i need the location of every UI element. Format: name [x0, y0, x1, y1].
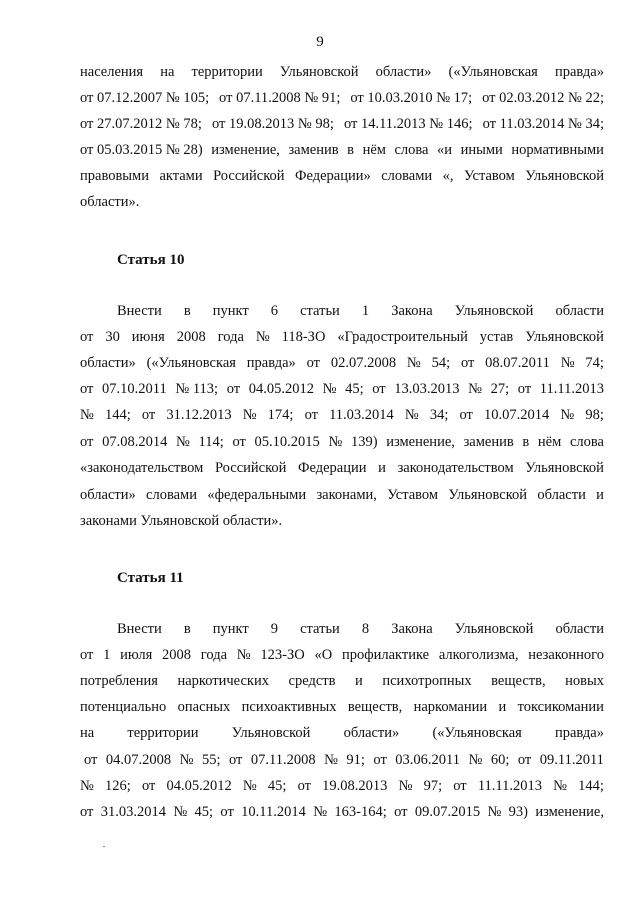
word: от — [84, 752, 98, 768]
word: № — [236, 647, 251, 663]
word: 54; — [431, 355, 451, 371]
word: № — [468, 381, 482, 397]
word: 31.12.2013 — [166, 407, 232, 423]
word: № — [80, 778, 94, 794]
word: 123-ЗО — [260, 647, 305, 663]
text-line — [80, 432, 604, 452]
text-line — [80, 485, 604, 505]
word: Внести — [117, 303, 162, 319]
word: слова — [569, 434, 604, 450]
word: и — [498, 699, 507, 715]
word: Ульяновской — [448, 487, 528, 503]
word: 02.07.2008 — [330, 355, 397, 371]
word: Ульяновской — [279, 64, 359, 80]
word: и — [378, 460, 386, 476]
word: № — [468, 752, 483, 768]
word: на — [160, 64, 175, 80]
word: от 05.03.2015 № 28) — [80, 142, 203, 158]
word: правда» — [246, 355, 296, 371]
text-line — [80, 458, 604, 478]
word: правовыми — [80, 168, 149, 184]
word: «законодательством — [80, 460, 204, 476]
word: психотропных — [382, 673, 472, 689]
word: изменение, — [535, 804, 604, 820]
word: потребления — [80, 673, 158, 689]
word: от 19.08.2013 № 98; — [211, 116, 334, 132]
word: словами — [146, 487, 197, 503]
text-line — [117, 301, 604, 321]
word: от — [80, 329, 94, 345]
word: области — [555, 621, 604, 637]
word: от — [304, 407, 318, 423]
word: 11.11.2013 — [539, 381, 604, 397]
word: от 27.07.2012 № 78; — [80, 116, 202, 132]
word: № — [560, 355, 575, 371]
word: от — [80, 804, 94, 820]
word: опасных — [177, 699, 231, 715]
text-line — [80, 140, 604, 160]
word: средств — [288, 673, 336, 689]
word: 07.11.2008 — [250, 752, 316, 768]
word: июля — [120, 647, 153, 663]
word: 97; — [423, 778, 443, 794]
word: законодательством — [397, 460, 514, 476]
word: территории — [127, 725, 199, 741]
word: № — [322, 381, 337, 397]
word: № — [242, 778, 257, 794]
word: веществ, — [347, 699, 403, 715]
word: 74; — [585, 355, 604, 371]
word: 07.10.2011 — [102, 381, 167, 397]
word: № — [398, 778, 413, 794]
word: 08.07.2011 — [485, 355, 550, 371]
word: Уставом — [387, 487, 439, 503]
word: от — [228, 752, 243, 768]
word: Закона — [391, 303, 433, 319]
word: 45; — [267, 778, 287, 794]
word: наркомании — [413, 699, 488, 715]
word: («Ульяновская — [448, 64, 538, 80]
word: Ульяновской — [525, 460, 604, 476]
word: от 02.03.2012 № 22; — [482, 90, 604, 106]
word: Ульяновской — [454, 621, 534, 637]
text-line — [80, 671, 604, 691]
word: в — [183, 303, 191, 319]
word: № — [80, 407, 94, 423]
word: от 11.03.2014 № 34; — [482, 116, 604, 132]
text-line — [80, 62, 604, 82]
word: 144; — [104, 407, 131, 423]
word: области — [555, 303, 604, 319]
word: области» — [375, 64, 432, 80]
word: («Ульяновская — [432, 725, 522, 741]
word: 45; — [345, 381, 364, 397]
word: в — [522, 434, 530, 450]
text-line — [80, 645, 604, 665]
word: 07.08.2014 — [102, 434, 168, 450]
word: правда» — [554, 64, 604, 80]
text-line — [80, 114, 604, 134]
word: области — [537, 487, 586, 503]
word: в — [183, 621, 191, 637]
word: от — [220, 804, 234, 820]
word: 144; — [578, 778, 604, 794]
word: «Градостроительный — [337, 329, 468, 345]
word: области» — [80, 487, 136, 503]
word: Ульяновской — [525, 329, 604, 345]
word: Российской — [213, 168, 285, 184]
word: 55; — [201, 752, 221, 768]
text-line — [80, 405, 604, 425]
text-line: области». — [80, 194, 140, 210]
word: заменив — [463, 434, 514, 450]
word: психоактивных — [241, 699, 337, 715]
word: № 113; — [175, 381, 219, 397]
word: от 07.11.2008 № 91; — [219, 90, 341, 106]
word: 04.05.2012 — [248, 381, 314, 397]
word: июня — [131, 329, 165, 345]
word: законами, — [316, 487, 377, 503]
word: Ульяновской — [454, 303, 534, 319]
text-line — [80, 166, 604, 186]
text-line — [80, 697, 604, 717]
word: от — [459, 407, 473, 423]
word: от — [297, 778, 311, 794]
word: 27; — [490, 381, 510, 397]
word: слова — [394, 142, 429, 158]
word: изменение, — [386, 434, 455, 450]
word: Федерации — [298, 460, 367, 476]
word: № — [324, 752, 338, 768]
word: и — [596, 487, 604, 503]
word: Уставом — [464, 168, 515, 184]
word: 11.03.2014 — [329, 407, 394, 423]
word: от — [141, 407, 156, 423]
word: 45; — [194, 804, 214, 820]
text-line — [80, 379, 604, 399]
word: от — [80, 647, 94, 663]
word: «О — [314, 647, 333, 663]
page-number: 9 — [316, 34, 324, 50]
word: 04.05.2012 — [166, 778, 232, 794]
word: года — [200, 647, 228, 663]
word: 10.07.2014 — [484, 407, 550, 423]
word: № — [179, 752, 194, 768]
word: 05.10.2015 — [254, 434, 320, 450]
word: № — [404, 407, 419, 423]
word: Российской — [214, 460, 287, 476]
word: области» — [343, 725, 400, 741]
word: 139) — [350, 434, 378, 450]
article-11-heading: Статья 11 — [117, 570, 184, 586]
word: 8 — [361, 621, 370, 637]
word: («Ульяновская — [146, 355, 236, 371]
word: 6 — [270, 303, 279, 319]
word: «, — [442, 168, 454, 184]
word: 114; — [198, 434, 224, 450]
word: актами — [159, 168, 203, 184]
word: заменив — [288, 142, 339, 158]
word: Ульяновской — [231, 725, 311, 741]
word: 34; — [429, 407, 449, 423]
text-line: законами Ульяновской области». — [80, 513, 283, 529]
word: от 14.11.2013 № 146; — [343, 116, 473, 132]
word: от 07.12.2007 № 105; — [80, 90, 210, 106]
word: алкоголизма, — [438, 647, 519, 663]
word: статьи — [300, 303, 340, 319]
word: токсикомании — [517, 699, 604, 715]
word: 2008 — [162, 647, 192, 663]
word: пункт — [212, 303, 249, 319]
word: области» — [80, 355, 136, 371]
word: словами — [381, 168, 433, 184]
text-line — [80, 802, 604, 822]
word: 163-164; — [334, 804, 387, 820]
text-line — [84, 750, 604, 770]
word: Федерации» — [295, 168, 371, 184]
word: наркотических — [177, 673, 269, 689]
word: 13.03.2013 — [394, 381, 460, 397]
word: 10.11.2014 — [241, 804, 306, 820]
word: № — [328, 434, 343, 450]
word: населения — [80, 64, 144, 80]
word: новых — [565, 673, 604, 689]
word: в — [347, 142, 355, 158]
word: № — [173, 804, 188, 820]
text-line — [80, 353, 604, 373]
word: 91; — [346, 752, 365, 768]
word: № — [176, 434, 190, 450]
word: 126; — [105, 778, 131, 794]
word: № — [255, 329, 270, 345]
word: № — [406, 355, 421, 371]
word: иными — [460, 142, 503, 158]
word: нормативными — [511, 142, 604, 158]
word: 04.07.2008 — [105, 752, 172, 768]
word: профилактике — [341, 647, 430, 663]
word: 31.03.2014 — [100, 804, 166, 820]
word: от — [306, 355, 320, 371]
text-line — [80, 88, 604, 108]
text-line — [80, 723, 604, 743]
word: «и — [437, 142, 453, 158]
word: 09.11.2011 — [539, 752, 604, 768]
word: пункт — [212, 621, 249, 637]
word: от — [460, 355, 475, 371]
word: от — [373, 752, 387, 768]
scan-speck — [103, 846, 105, 847]
word: потенциально — [80, 699, 167, 715]
word: территории — [191, 64, 263, 80]
word: № — [242, 407, 257, 423]
text-line — [117, 619, 604, 639]
word: 118-ЗО — [281, 329, 326, 345]
word: 174; — [267, 407, 294, 423]
word: от 10.03.2010 № 17; — [350, 90, 473, 106]
word: 30 — [105, 329, 120, 345]
word: года — [217, 329, 244, 345]
word: 09.07.2015 — [414, 804, 481, 820]
word: от — [141, 778, 156, 794]
word: статьи — [300, 621, 340, 637]
word: от — [226, 381, 241, 397]
word: от — [517, 381, 532, 397]
word: веществ, — [491, 673, 546, 689]
word: от — [80, 381, 94, 397]
word: от — [394, 804, 408, 820]
word: Закона — [391, 621, 433, 637]
word: от — [232, 434, 246, 450]
word: незаконного — [528, 647, 604, 663]
word: № — [313, 804, 328, 820]
word: нём — [537, 434, 562, 450]
word: 1 — [103, 647, 111, 663]
word: «федеральными — [207, 487, 307, 503]
word: 93) — [508, 804, 528, 820]
word: 1 — [361, 303, 370, 319]
word: правда» — [554, 725, 604, 741]
word: № — [553, 778, 567, 794]
word: 03.06.2011 — [395, 752, 461, 768]
article-10-heading: Статья 10 — [117, 252, 185, 268]
text-line — [80, 327, 604, 347]
word: 2008 — [176, 329, 206, 345]
word: 19.08.2013 — [322, 778, 388, 794]
word: от — [517, 752, 532, 768]
word: нём — [362, 142, 386, 158]
word: изменение, — [211, 142, 280, 158]
word: от — [80, 434, 94, 450]
text-line — [80, 776, 604, 796]
word: № — [560, 407, 575, 423]
word: 98; — [585, 407, 604, 423]
word: устав — [479, 329, 514, 345]
word: Ульяновской — [525, 168, 604, 184]
word: 11.11.2013 — [477, 778, 542, 794]
word: от — [372, 381, 386, 397]
word: № — [487, 804, 502, 820]
word: и — [355, 673, 363, 689]
word: от — [453, 778, 467, 794]
word: Внести — [117, 621, 162, 637]
word: на — [80, 725, 95, 741]
word: 60; — [490, 752, 510, 768]
word: 9 — [270, 621, 279, 637]
